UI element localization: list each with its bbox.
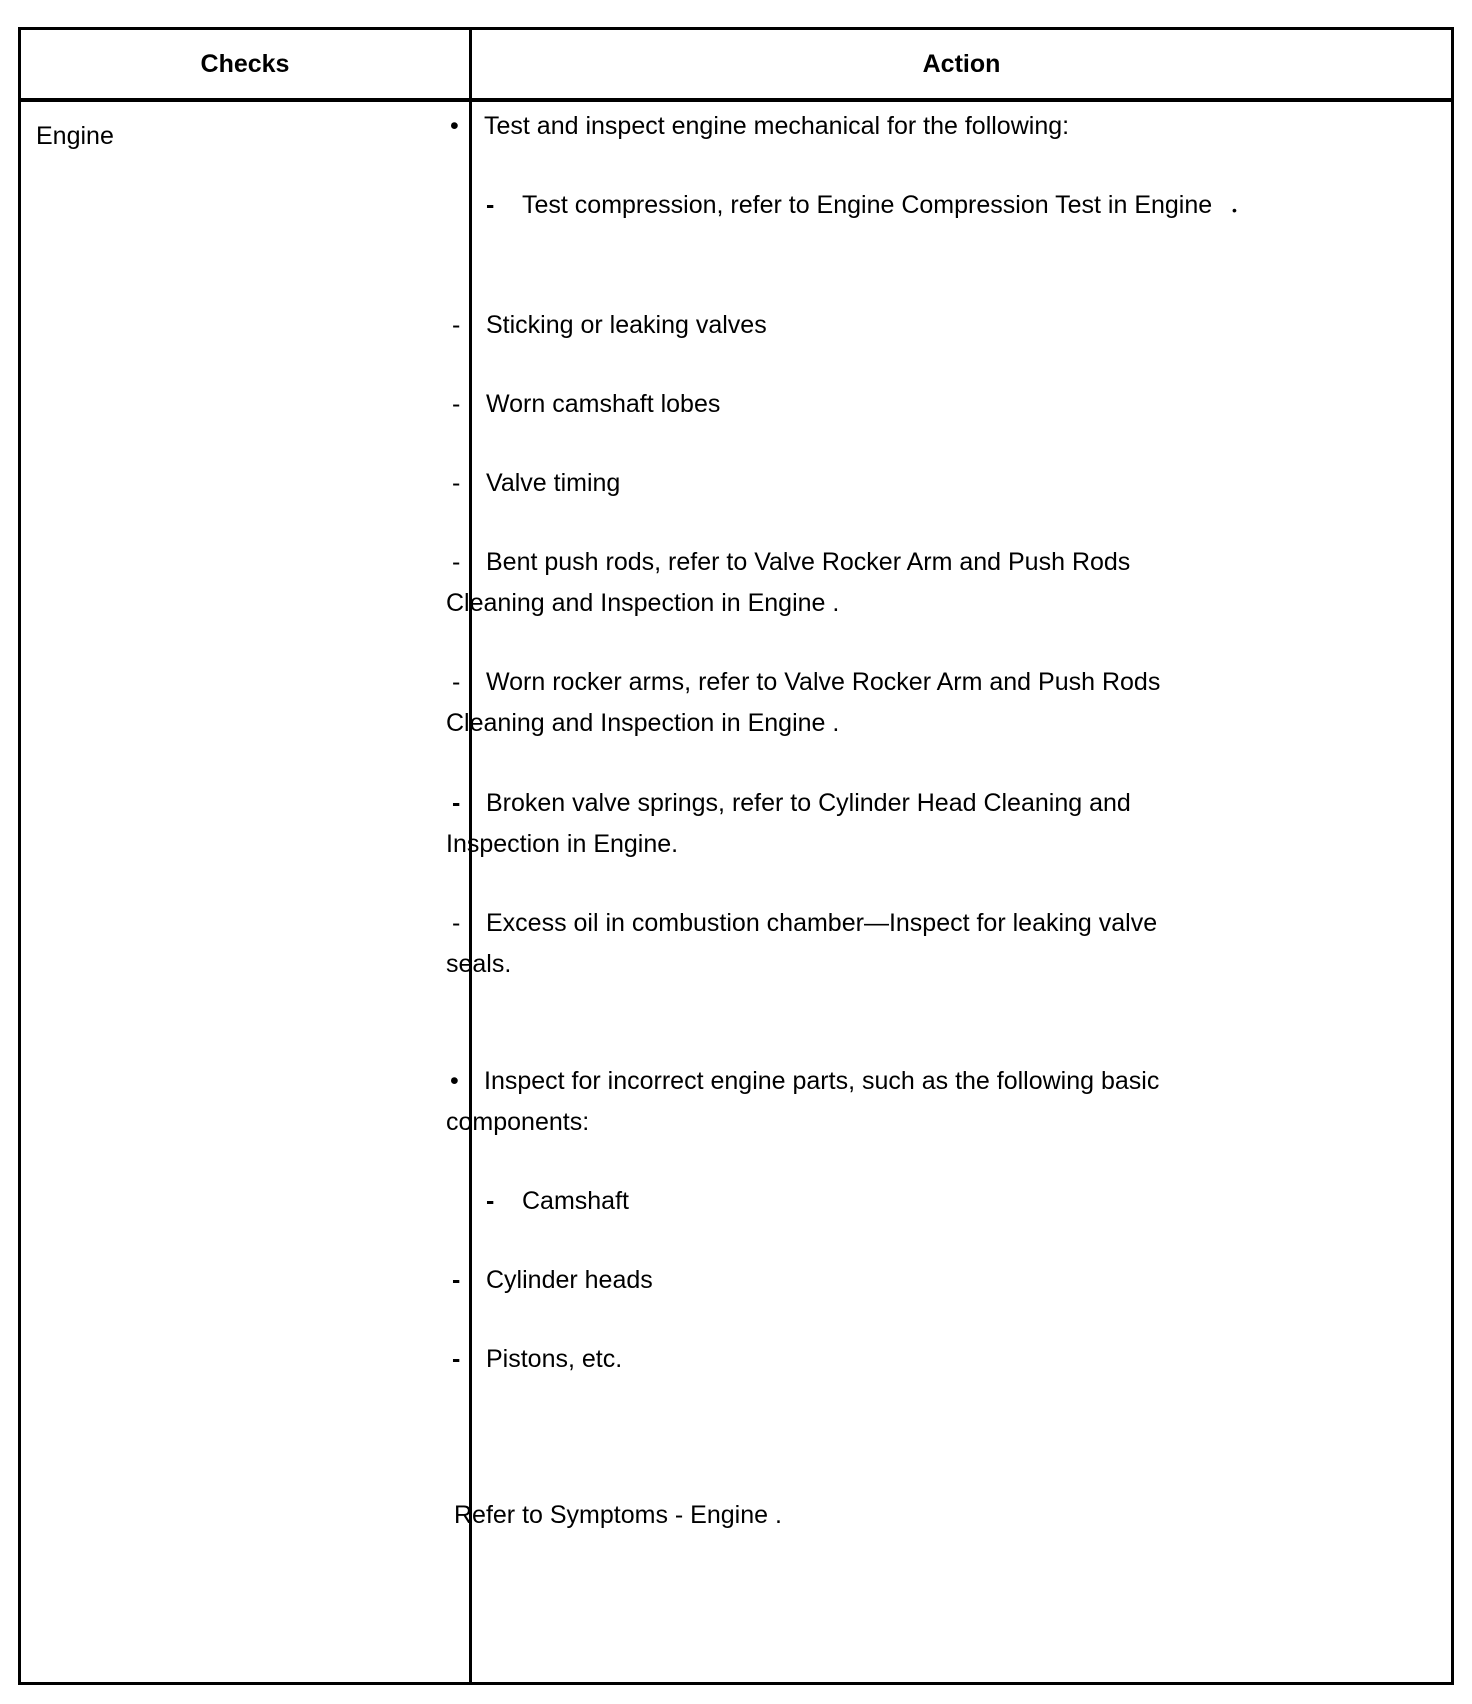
check-engine: Engine bbox=[36, 122, 114, 150]
header-divider bbox=[21, 98, 1451, 102]
action-bullet-test-inspect: Test and inspect engine mechanical for the following: bbox=[484, 112, 1070, 140]
action-worn-rocker-arms-cont: Cleaning and Inspection in Engine . bbox=[446, 709, 840, 737]
action-bent-push-rods: Bent push rods, refer to Valve Rocker Arm and Push Rods bbox=[486, 548, 1131, 576]
action-excess-oil: Excess oil in combustion chamber—Inspect for leaking valve bbox=[486, 909, 1158, 937]
bullet-marker: • bbox=[450, 112, 459, 140]
action-pistons: Pistons, etc. bbox=[486, 1345, 623, 1373]
dash-marker: - bbox=[452, 1266, 461, 1294]
action-excess-oil-cont: seals. bbox=[446, 950, 512, 978]
action-sticking-valves: Sticking or leaking valves bbox=[486, 311, 767, 339]
dash-marker: - bbox=[452, 390, 461, 418]
dash-marker: - bbox=[486, 1187, 495, 1215]
bullet-marker: • bbox=[450, 1067, 459, 1095]
action-bullet-incorrect-parts: Inspect for incorrect engine parts, such as the following basic bbox=[484, 1067, 1160, 1095]
checks-action-table bbox=[18, 27, 1454, 1685]
action-cylinder-heads: Cylinder heads bbox=[486, 1266, 653, 1294]
action-broken-springs: Broken valve springs, refer to Cylinder Head Cleaning and bbox=[486, 789, 1131, 817]
action-valve-timing: Valve timing bbox=[486, 469, 621, 497]
action-refer-symptoms: Refer to Symptoms - Engine . bbox=[454, 1501, 782, 1529]
trailing-dot: • bbox=[1232, 202, 1237, 218]
action-bullet-incorrect-parts-cont: components: bbox=[446, 1108, 590, 1136]
dash-marker: - bbox=[452, 1345, 461, 1373]
header-action: Action bbox=[922, 49, 1001, 78]
dash-marker: - bbox=[452, 668, 461, 696]
header-checks: Checks bbox=[200, 49, 290, 78]
action-camshaft: Camshaft bbox=[522, 1187, 629, 1215]
dash-marker: - bbox=[452, 311, 461, 339]
action-bent-push-rods-cont: Cleaning and Inspection in Engine . bbox=[446, 589, 840, 617]
action-worn-rocker-arms: Worn rocker arms, refer to Valve Rocker Arm and Push Rods bbox=[486, 668, 1161, 696]
dash-marker: - bbox=[452, 789, 461, 817]
action-camshaft-lobes: Worn camshaft lobes bbox=[486, 390, 721, 418]
dash-marker: - bbox=[452, 469, 461, 497]
dash-marker: - bbox=[452, 548, 461, 576]
dash-marker: - bbox=[486, 191, 495, 219]
dash-marker: - bbox=[452, 909, 461, 937]
action-broken-springs-cont: Inspection in Engine. bbox=[446, 830, 679, 858]
action-test-compression: Test compression, refer to Engine Compression Test in Engine bbox=[522, 191, 1213, 219]
